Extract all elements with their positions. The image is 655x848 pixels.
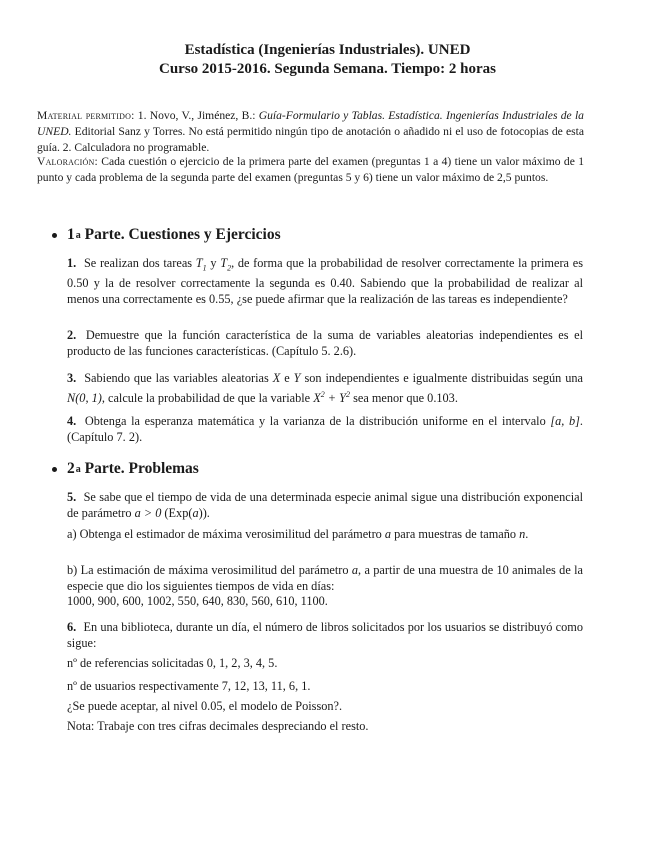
q3-text-b: son independientes e igualmente distribuidas según una bbox=[300, 371, 584, 385]
q2-text: Demuestre que la función característica de la suma de variables aleatorias independientes es el producto de las funciones características. (Capítulo 5. 2.6). bbox=[67, 328, 583, 358]
math-a: a bbox=[351, 563, 359, 577]
question-1 bbox=[67, 256, 583, 307]
material-book-title: Guía-Formulario y Tablas. Estadística. Ingenierías Industriales de la UNED. bbox=[37, 109, 584, 138]
material-permitido bbox=[37, 108, 584, 155]
q6-line-3: ¿Se puede aceptar, al nivel 0.05, el modelo de Poisson?. bbox=[67, 699, 343, 713]
exam-title bbox=[0, 41, 655, 79]
q5-text-a: Se sabe que el tiempo de vida de una determinada especie animal sigue una distribución exponencial de parámetro bbox=[67, 490, 583, 520]
title-line-1: Estadística (Ingenierías Industriales). UNED bbox=[184, 42, 471, 58]
part-1-title: Parte. Cuestiones y Ejercicios bbox=[84, 226, 281, 243]
q5-text-b: (Exp( bbox=[161, 505, 193, 520]
part-1-number: 1 bbox=[67, 226, 75, 243]
question-2 bbox=[67, 328, 583, 359]
material-text-a: 1. Novo, V., Jiménez, B.: bbox=[134, 109, 259, 122]
material-text-b: Editorial Sanz y Torres. No está permitido ningún tipo de anotación o añadido ni el uso de fotocopias de esta guía. 2. Calculadora no programable. bbox=[37, 124, 584, 154]
bullet-icon bbox=[52, 233, 57, 238]
q3-e: e bbox=[284, 371, 290, 385]
part-2-title: Parte. Problemas bbox=[84, 460, 199, 477]
q5a-text-a: a) Obtenga el estimador de máxima verosimilitud del parámetro bbox=[67, 527, 385, 541]
q3-text-c: , calcule la probabilidad de que la variable bbox=[101, 390, 314, 405]
question-3 bbox=[67, 371, 583, 406]
math-X: X bbox=[272, 371, 281, 385]
question-2-number: 2. bbox=[67, 328, 77, 342]
q1-text-b: , de forma que la probabilidad de resolver correctamente la primera es 0.50 y la de resolver correctamente la segunda es 0.40. Sabiendo que la probabilidad de realizar al menos una correctamente es 0.55, ¿se puede afirmar que la realización de las tareas es independiente? bbox=[67, 256, 583, 306]
question-5b bbox=[67, 563, 583, 610]
question-3-number: 3. bbox=[67, 371, 77, 385]
math-a: a bbox=[384, 527, 392, 541]
question-6-number: 6. bbox=[67, 620, 77, 634]
material-label: Material permitido: bbox=[37, 109, 135, 122]
math-n: n bbox=[519, 527, 526, 541]
part-2-sup: a bbox=[75, 463, 81, 475]
part-2-number: 2 bbox=[67, 460, 75, 477]
question-5-number: 5. bbox=[67, 490, 77, 504]
bullet-icon bbox=[52, 467, 57, 472]
q3-text-a: Sabiendo que las variables aleatorias bbox=[84, 371, 273, 385]
title-line-2: Curso 2015-2016. Segunda Semana. Tiempo: 2 horas bbox=[159, 61, 496, 77]
question-5 bbox=[67, 490, 583, 521]
math-interval-ab: [a, b] bbox=[550, 414, 580, 428]
math-a-gt-0: a > 0 bbox=[134, 505, 162, 520]
question-4 bbox=[67, 414, 583, 445]
q5b-data: 1000, 900, 600, 1002, 550, 640, 830, 560, 610, 1100. bbox=[67, 594, 328, 609]
q1-y: y bbox=[210, 256, 217, 270]
math-X2Y2: $X^2 + Y^2$ bbox=[313, 389, 350, 405]
math-N01: N(0, 1) bbox=[67, 390, 102, 405]
part-1-heading bbox=[52, 226, 281, 244]
q4-text-a: Obtenga la esperanza matemática y la varianza de la distribución uniforme en el intervalo bbox=[84, 414, 551, 428]
q6-line-2: nº de usuarios respectivamente 7, 12, 13, 11, 6, 1. bbox=[67, 679, 311, 693]
part-1-sup: a bbox=[75, 229, 81, 241]
q6-note: Nota: Trabaje con tres cifras decimales despreciando el resto. bbox=[67, 719, 369, 733]
q6-line-1: nº de referencias solicitadas 0, 1, 2, 3, 4, 5. bbox=[67, 656, 278, 670]
math-T2: $T_2$ bbox=[220, 256, 232, 273]
math-Y: Y bbox=[293, 371, 301, 385]
valoracion-label: Valoración: bbox=[37, 155, 98, 168]
q3-text-d: sea menor que 0.103. bbox=[350, 390, 458, 405]
valoracion bbox=[37, 154, 584, 186]
question-5a: a) Obtenga el estimador de máxima verosimilitud del parámetro a para muestras de tamaño n. bbox=[67, 527, 529, 541]
q5a-text-b: para muestras de tamaño bbox=[391, 527, 520, 541]
q5b-text-a: b) La estimación de máxima verosimilitud del parámetro bbox=[67, 563, 352, 577]
q5-text-c: )). bbox=[198, 505, 210, 520]
q6-text: En una biblioteca, durante un día, el número de libros solicitados por los usuarios se distribuyó como sigue: bbox=[67, 620, 583, 650]
question-1-number: 1. bbox=[67, 256, 77, 270]
valoracion-text: Cada cuestión o ejercicio de la primera parte del examen (preguntas 1 a 4) tiene un valor máximo de 1 punto y cada problema de la segunda parte del examen (preguntas 5 y 6) tiene un valor máximo de 2,5 puntos. bbox=[37, 155, 584, 184]
q4-text-b: . (Capítulo 7. 2). bbox=[67, 414, 583, 444]
part-2-heading bbox=[52, 460, 199, 478]
q1-text-a: Se realizan dos tareas bbox=[83, 256, 196, 270]
q5b-text-b: , a partir de una muestra de 10 animales de la especie que dio los siguientes tiempos de vida en días: bbox=[67, 563, 584, 593]
question-6 bbox=[67, 620, 583, 651]
question-4-number: 4. bbox=[67, 414, 77, 428]
math-a: a bbox=[192, 505, 199, 520]
math-T1: $T_1$ bbox=[195, 256, 207, 273]
